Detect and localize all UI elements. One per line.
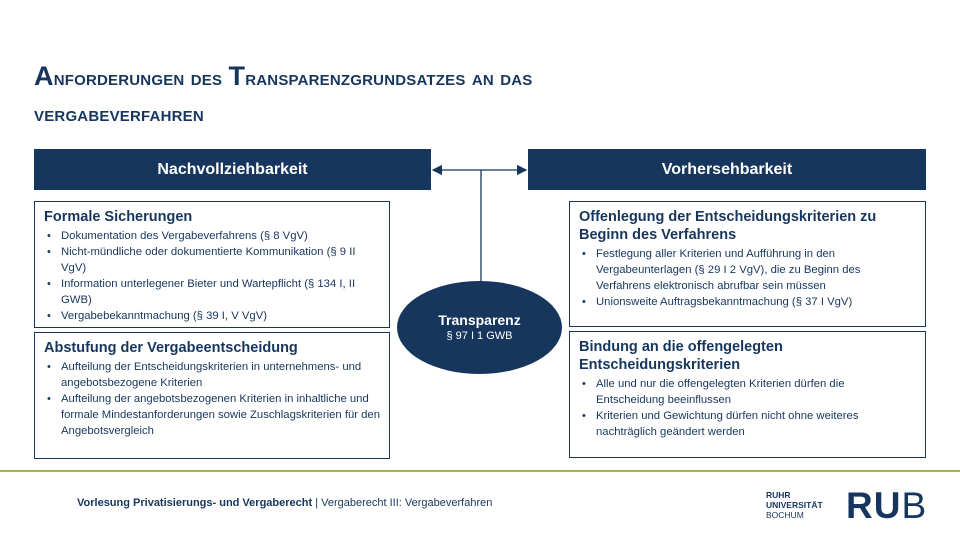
list-item: • Information unterlegener Bieter und Wartepflicht (§ 134 I, II GWB) [61, 276, 380, 308]
box-heading: Bindung an die offengelegten Entscheidungskriterien [579, 339, 783, 373]
bullet-list [579, 376, 916, 440]
logo-line-2: UNIVERSITÄT [766, 500, 823, 510]
title-initial-t: T [228, 61, 246, 91]
footer-separator: | [312, 497, 322, 509]
list-item: • Alle und nur die offengelegten Kriterien dürfen die Entscheidung beeinflussen [596, 376, 916, 408]
title-part-a: nforderungen des [53, 65, 229, 90]
list-item: • Nicht-mündliche oder dokumentierte Kommunikation (§ 9 II VgV) [61, 244, 380, 276]
logo-mark-ru: RU [846, 485, 902, 526]
header-vorhersehbarkeit: Vorhersehbarkeit [528, 149, 926, 190]
list-item: • Aufteilung der angebotsbezogenen Kriterien in inhaltliche und formale Mindestanforderungen sowie Zuschlagskriterien für den Angebotsvergleich [61, 391, 380, 439]
transparenz-ellipse [397, 281, 562, 374]
rub-logo [846, 484, 927, 528]
logo-mark-b: B [901, 485, 928, 526]
box-heading: Offenlegung der Entscheidungskriterien zu Beginn des Verfahrens [579, 209, 877, 243]
list-item: • Kriterien und Gewichtung dürfen nicht ohne weiteres nachträglich geändert werden [596, 408, 916, 440]
page-title [34, 58, 894, 132]
logo-line-1: RUHR [766, 490, 791, 500]
box-bindung [569, 331, 926, 458]
logo-line-3: BOCHUM [766, 510, 804, 520]
header-nachvollziehbarkeit: Nachvollziehbarkeit [34, 149, 431, 190]
bullet-list [579, 246, 916, 310]
list-item: • Unionsweite Auftragsbekanntmachung (§ 37 I VgV) [596, 294, 916, 310]
list-item: • Aufteilung der Entscheidungskriterien in unternehmens- und angebotsbezogene Kriterien [61, 359, 380, 391]
list-item: • Festlegung aller Kriterien und Aufführung in den Vergabeunterlagen (§ 29 I 2 VgV), die zu Beginn des Verfahrens elektronisch abrufbar sein müssen [596, 246, 916, 294]
footer-topic: Vergaberecht III: Vergabeverfahren [321, 497, 493, 509]
title-line-2: vergabeverfahren [34, 101, 204, 126]
bullet-list [44, 228, 380, 324]
box-abstufung [34, 332, 390, 459]
box-heading: Formale Sicherungen [44, 209, 193, 225]
university-wordmark [766, 490, 823, 520]
list-item: • Vergabebekanntmachung (§ 39 I, V VgV) [61, 308, 380, 324]
box-formale-sicherungen [34, 201, 390, 328]
footer-course: Vorlesung Privatisierungs- und Vergaberecht [77, 497, 313, 509]
title-part-b: ransparenzgrundsatzes an das [245, 65, 533, 90]
list-item: • Dokumentation des Vergabeverfahrens (§ 8 VgV) [61, 228, 380, 244]
bullet-list [44, 359, 380, 439]
box-heading: Abstufung der Vergabeentscheidung [44, 340, 298, 356]
transparenz-title: Transparenz [438, 312, 521, 328]
footer-caption [77, 497, 492, 509]
box-offenlegung [569, 201, 926, 327]
footer-divider [0, 470, 960, 472]
transparenz-citation: § 97 I 1 GWB [446, 330, 513, 342]
title-initial-a: A [34, 61, 54, 91]
